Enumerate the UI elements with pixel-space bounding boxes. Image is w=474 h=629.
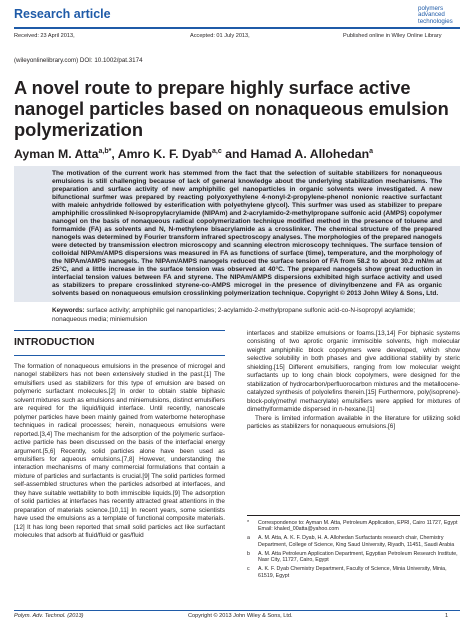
- keywords-label: Keywords:: [52, 307, 85, 314]
- author-name: Amro K. F. Dyab: [117, 147, 213, 161]
- footnote-text: A. M. Atta, A. K. F. Dyab, H. A. Allohedan Surfactants research chair, Chemistry Department, College of Science, King Saud University, Riyadh, 11451, Saudi Arabia: [258, 535, 455, 548]
- article-title: A novel route to prepare highly surface active nanogel particles based on nonaqueous emulsion polymerization: [14, 77, 449, 140]
- accepted-date: Accepted: 01 July 2013,: [190, 33, 250, 39]
- author-list: [14, 147, 373, 161]
- footnote-text: A. M. Atta Petroleum Application Department, Egyptian Petroleum Research Institute, Nasr City, 11727, Cairo, Egypt: [258, 550, 458, 564]
- keywords: [52, 307, 442, 324]
- author-name: Hamad A. Allohedan: [250, 147, 370, 161]
- footnote: [247, 520, 460, 533]
- section-rule: [14, 355, 225, 356]
- footnote: [247, 535, 460, 548]
- footer-copyright: Copyright © 2013 John Wiley & Sons, Ltd.: [188, 613, 293, 619]
- page-number: 1: [445, 613, 449, 619]
- author-affiliation: a: [369, 147, 374, 155]
- author-separator: and: [221, 147, 251, 161]
- paragraph: interfaces and stabilize emulsions or foams.[13,14] For biphasic systems consisting of two aprotic organic immiscible solvents, high molecular weight amphiphilic block copolymers were developed, which show selective solubility in both phases and give additional stability by steric shielding.[15] Different emulsifiers, ranging from low molecular weight surfactants up to long chain block copolymers, were designed for the stabilization of hydrocarbon/perfluorocarbon mixtures and the metallocene-catalyzed synthesis of polyolefins therein.[15] Furthermore, poly(isoprene)-block-poly(methyl methacrylate) emulsifiers were applied for mixtures of dimethylformamide dispersed in n-hexane.[1]: [247, 330, 460, 414]
- paragraph: There is limited information available in the literature for utilizing solid particles as stabilizers for nonaqueous emulsions.[6]: [247, 414, 460, 430]
- footnote-mark: a: [247, 535, 250, 542]
- section-heading-introduction: INTRODUCTION: [14, 336, 95, 348]
- keywords-text: surface activity; amphiphilic gel nanoparticles; 2-acylamido-2-methylpropane sulfonic acid-co-N-isopropyl acylamide; nonaqueous media; miniemulsion: [52, 307, 416, 323]
- journal-logo: [418, 6, 453, 25]
- footnotes: [247, 520, 460, 582]
- right-column-text: [247, 330, 460, 431]
- logo-line: polymers: [418, 5, 444, 12]
- author-affiliation: a,b*: [98, 147, 112, 155]
- section-rule: [14, 330, 225, 331]
- abstract-text: The motivation of the current work has stemmed from the fact that the selection of suitable stabilizers for nonaqueous emulsions is still challenging because of lack of general knowledge about the underlying stabilization mechanisms. The preparation and surface activity of new amphiphilic gel nanoparticles in organic solvents were investigated. A new bifunctional surfmer was prepared by reacting polyoxyethylene 4-nonyl-2-propylene-phenol nonionic reactive surfactant with maleic anhydride followed by esterification with polyethylene glycol). This surfmer was used as stabilizer to prepare amphiphilic crosslinked N-isopropylacrylamide (NIPAm) and 2-acrylamido-2-methylpropane sulfonic acid (AMPS) copolymer nanogel on the basis of nonaqueous radical copolymerization technique modified method in the presence of toluene and formamide (FA) as solvents and N, N-methylene bisacrylamide as a crosslinker. The chemical structure of the prepared nanogels was determined by Fourier transform infrared spectroscopy analyses. The morphologies of the prepared nanogels were detected by transmission electron microscopy and scanning electron microscopy techniques. The surface tension of colloidal NIPAm/AMPS dispersions was measured in FA as functions of surface (time), temperature, and the morphology of the NIPAm/AMPS nanogels. The NIPAm/AMPS nanogels reduced the surface tension of FA from 58.2 to about 30.2 mN/m at 25°C, and a little increase in the surface tension was observed at 40°C. The prepared nanogels show great reduction in interfacial tension values between FA and styrene. The NIPAm/AMPS dispersions exhibited high surface activity and used as stabilizers to prepare crosslinked styrene-co-AMPS microgel in the presence of divinylbenzene and FA as organic solvents based on nonaqueous emulsion crosslinking polymerization technique. Copyright © 2013 John Wiley & Sons, Ltd.: [52, 170, 442, 297]
- footnote: [247, 566, 460, 579]
- footnote-mark: b: [247, 550, 250, 557]
- logo-line: technologies: [418, 17, 453, 25]
- section-label: Research article: [14, 7, 111, 21]
- author-name: Ayman M. Atta: [14, 147, 99, 161]
- footnote-mark: *: [247, 520, 250, 526]
- footnote: [247, 551, 460, 564]
- published-online: Published online in Wiley Online Library: [343, 33, 442, 39]
- received-date: Received: 23 April 2013,: [14, 33, 75, 39]
- introduction-text: [14, 363, 225, 541]
- logo-line: advanced: [418, 11, 445, 19]
- header-rule: [14, 27, 460, 29]
- footnote-rule: [247, 515, 460, 516]
- footnote-mark: c: [247, 566, 250, 573]
- doi-line: (wileyonlinelibrary.com) DOI: 10.1002/pat.3174: [14, 57, 143, 64]
- footnote-text: A. K. F. Dyab Chemistry Department, Faculty of Science, Minia University, Minia, 61519, Egypt: [258, 566, 447, 579]
- author-separator: ,: [111, 147, 118, 161]
- footer-journal: Polym. Adv. Technol. (2013): [14, 613, 84, 619]
- footer-rule: [14, 610, 460, 611]
- footnote-text: Correspondence to: Ayman M. Atta, Petroleum Application, EPRI, Cairo 11727, Egypt Email: khaled_00atta@yahoo.com: [258, 520, 458, 533]
- paragraph: The formation of nonaqueous emulsions in the presence of microgel and nanogel stabilizers has not been extensively studied in the past.[1] The emulsifiers used as stabilizers for this type of emulsion are based on polymeric surfactant molecules.[2] In order to obtain stable biphasic solvent mixtures such as emulsions and miniemulsions, distinct emulsifiers are required for the liquid/liquid interface. Until recently, nanoscale polymer particles have been mainly gained from waterborne heterophase techniques in radical processes; herein, nonaqueous emulsions were reported.[3,4] The mechanism for the adsorption of the polymeric surface-active particle has been discussed on the basis of the interfacial energy argument.[5,6] Recently, solid particles alone have been used as emulsifiers for aqueous emulsions.[7,8] However, understanding the interaction mechanisms of many commercial formulations that contain a mixture of particles and surfactants is crucial.[9] The solid particles formed self-assembled structures when the particles adsorbed at interfaces, and they have suitable wettability to both immiscible liquids.[9] The adsorption of solid particles at interfaces has recently attracted great attentions in the preparation of materials science.[10,11] In recent years, some scientists have used the emulsions as a template of functional composite materials.[12] It has long been reported that small solid particles act like surfactant molecules that adsorb at fluid/fluid or gas/fluid: [14, 363, 225, 540]
- author-affiliation: a,c: [212, 147, 222, 155]
